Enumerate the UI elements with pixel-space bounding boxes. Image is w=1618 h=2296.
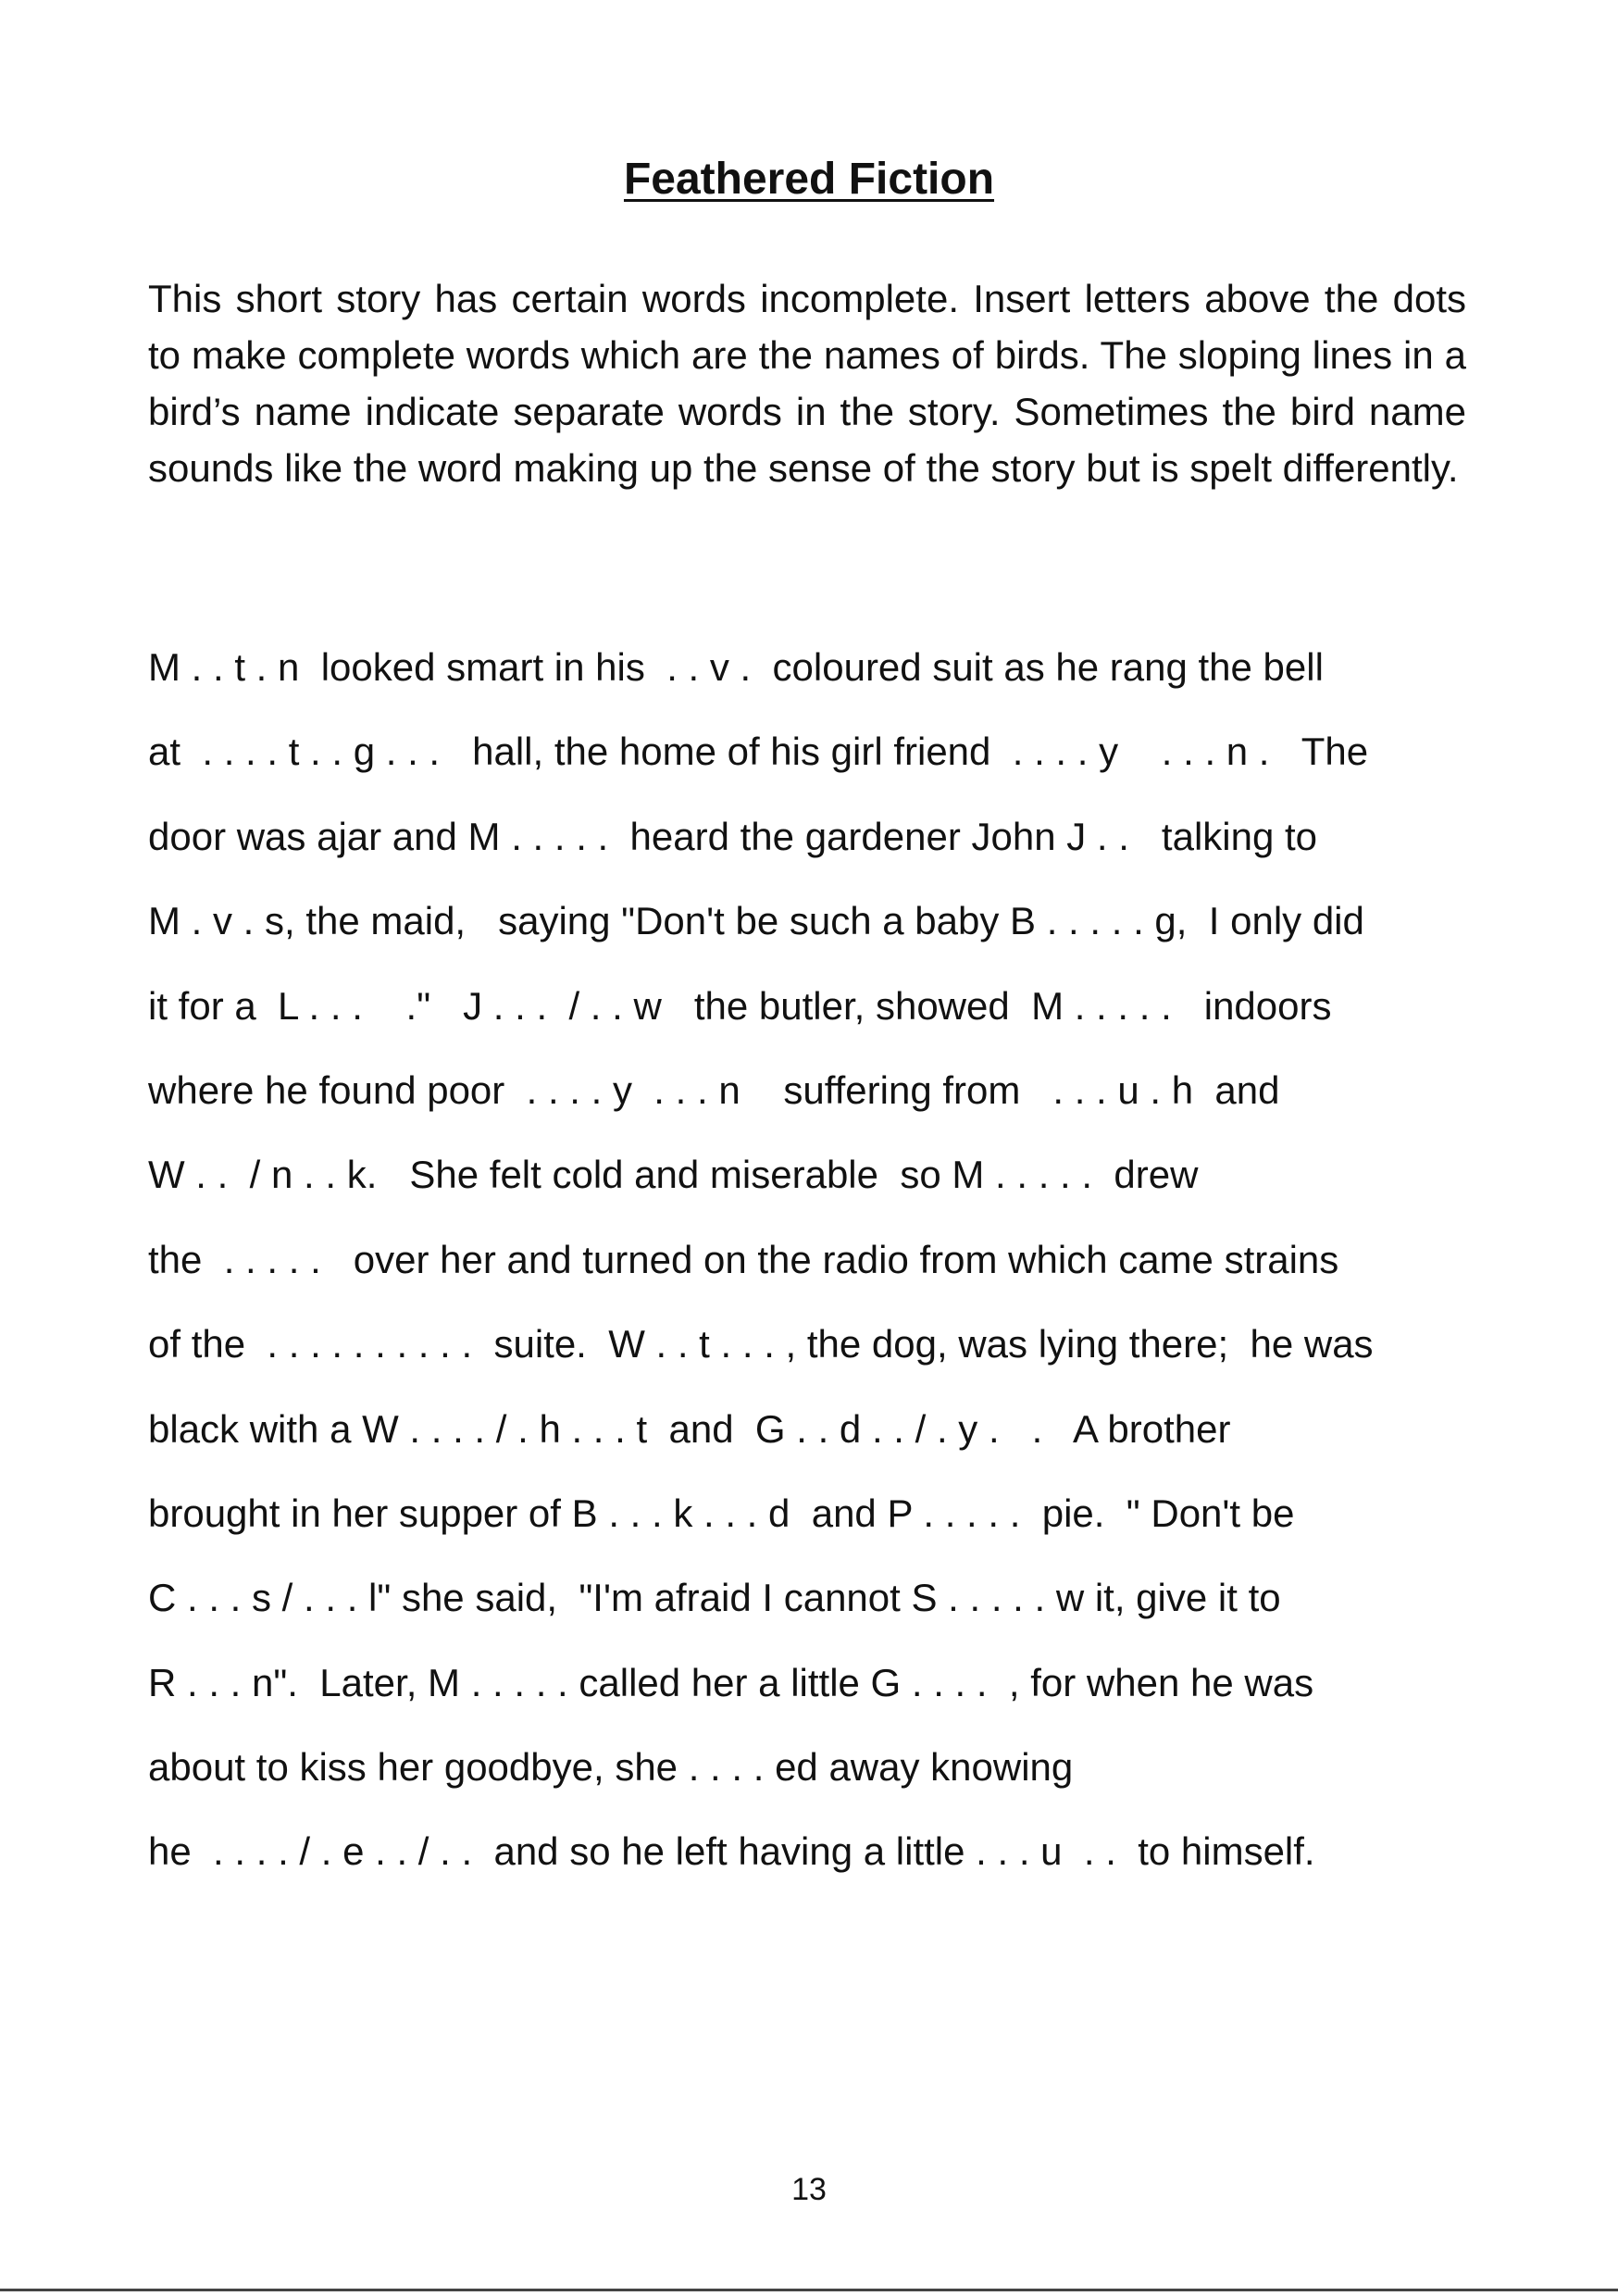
story-text (148, 639, 1490, 1908)
story-line: of the . . . . . . . . . . suite. W . . t . . . , the dog, was lying there; he was (148, 1322, 1374, 1366)
story-line: it for a L . . . ." J . . . / . . w the butler, showed M . . . . . indoors (148, 983, 1332, 1028)
instructions-paragraph: This short story has certain words incomplete. Insert letters above the dots to make complete words which are the names of birds. The sloping lines in a bird’s name indicate separate words in the story. Sometimes the bird name sounds like the word making up the sense of the story but is spelt differently. (148, 277, 1466, 490)
story-line: he . . . . / . e . . / . . and so he left having a little . . . u . . to himself. (148, 1829, 1315, 1874)
story-line: brought in her supper of B . . . k . . . d and P . . . . . pie. " Don't be (148, 1491, 1295, 1535)
story-line: black with a W . . . . / . h . . . t and G . . d . . / . y . . A brother (148, 1406, 1231, 1451)
story-line: at . . . . t . . g . . . hall, the home of his girl friend . . . . y . . . n . The (148, 730, 1369, 774)
story-line: the . . . . . over her and turned on the radio from which came strains (148, 1237, 1339, 1281)
story-line: where he found poor . . . . y . . . n suffering from . . . u . h and (148, 1067, 1280, 1112)
story-line: about to kiss her goodbye, she . . . . ed away knowing (148, 1745, 1074, 1790)
story-line: W . . / n . . k. She felt cold and miserable so M . . . . . drew (148, 1153, 1199, 1197)
story-line: C . . . s / . . . l" she said, "I'm afraid I cannot S . . . . . w it, give it to (148, 1576, 1281, 1620)
page-title: Feathered Fiction (623, 155, 995, 204)
page-number: 13 (791, 2172, 827, 2207)
story-line: R . . . n". Later, M . . . . . called her a little G . . . . , for when he was (148, 1660, 1314, 1704)
story-line: door was ajar and M . . . . . heard the gardener John J . . talking to (148, 814, 1318, 858)
story-line: M . . t . n looked smart in his . . v . coloured suit as he rang the bell (148, 645, 1324, 689)
story-line: M . v . s, the maid, saying "Don't be such a baby B . . . . . g, I only did (148, 899, 1364, 943)
bottom-divider (0, 2289, 1618, 2291)
